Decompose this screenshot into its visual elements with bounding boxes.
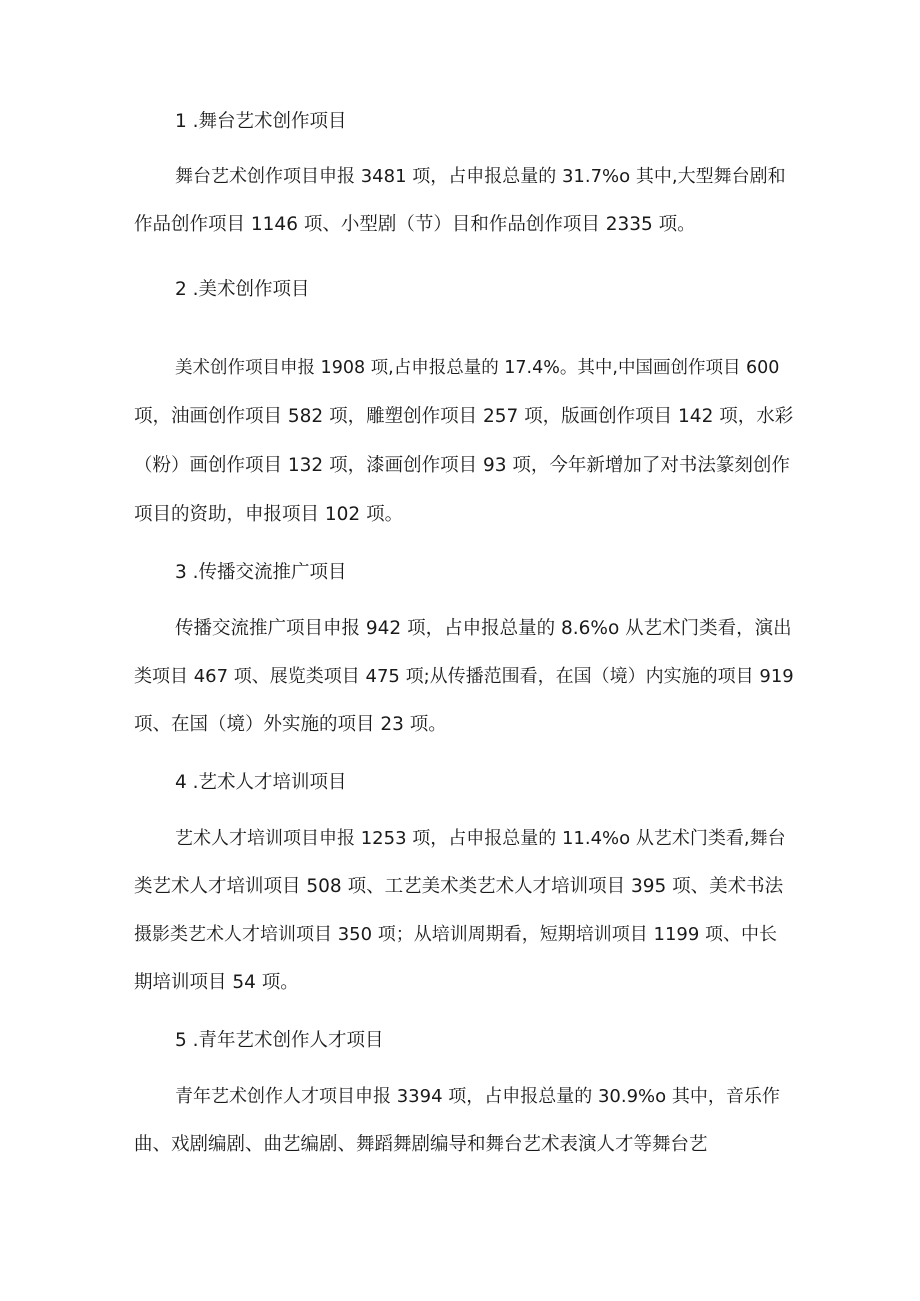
paragraph-line: （粉）画创作项目 132 项，漆画创作项目 93 项，今年新增加了对书法篆刻创作	[134, 455, 790, 476]
paragraph-line: 传播交流推广项目申报 942 项，占申报总量的 8.6%o 从艺术门类看，演出	[175, 618, 792, 639]
paragraph-line: 艺术人才培训项目申报 1253 项，占申报总量的 11.4%o 从艺术门类看,舞台	[175, 828, 786, 849]
paragraph-line: 作品创作项目 1146 项、小型剧（节）目和作品创作项目 2335 项。	[134, 214, 696, 235]
paragraph-line: 舞台艺术创作项目申报 3481 项，占申报总量的 31.7%o 其中,大型舞台剧和	[175, 166, 786, 187]
paragraph-line: 类艺术人才培训项目 508 项、工艺美术类艺术人才培训项目 395 项、美术书法	[134, 876, 784, 897]
section-heading-5: 5 .青年艺术创作人才项目	[175, 1030, 384, 1051]
section-heading-1: 1 .舞台艺术创作项目	[175, 111, 347, 132]
paragraph-line: 期培训项目 54 项。	[134, 972, 299, 993]
paragraph-line: 项，油画创作项目 582 项，雕塑创作项目 257 项，版画创作项目 142 项，水彩	[134, 406, 794, 427]
paragraph-line: 项目的资助，申报项目 102 项。	[134, 504, 404, 525]
section-heading-4: 4 .艺术人才培训项目	[175, 772, 347, 793]
paragraph-line: 美术创作项目申报 1908 项,占申报总量的 17.4%。其中,中国画创作项目 600	[175, 358, 780, 378]
paragraph-line: 类项目 467 项、展览类项目 475 项;从传播范围看，在国（境）内实施的项目 919	[134, 666, 794, 687]
section-heading-2: 2 .美术创作项目	[175, 279, 310, 300]
paragraph-line: 曲、戏剧编剧、曲艺编剧、舞蹈舞剧编导和舞台艺术表演人才等舞台艺	[134, 1134, 708, 1155]
section-heading-3: 3 .传播交流推广项目	[175, 562, 347, 583]
paragraph-line: 青年艺术创作人才项目申报 3394 项，占申报总量的 30.9%o 其中，音乐作	[175, 1086, 780, 1107]
paragraph-line: 项、在国（境）外实施的项目 23 项。	[134, 714, 447, 735]
paragraph-line: 摄影类艺术人才培训项目 350 项；从培训周期看，短期培训项目 1199 项、中长	[134, 924, 778, 945]
